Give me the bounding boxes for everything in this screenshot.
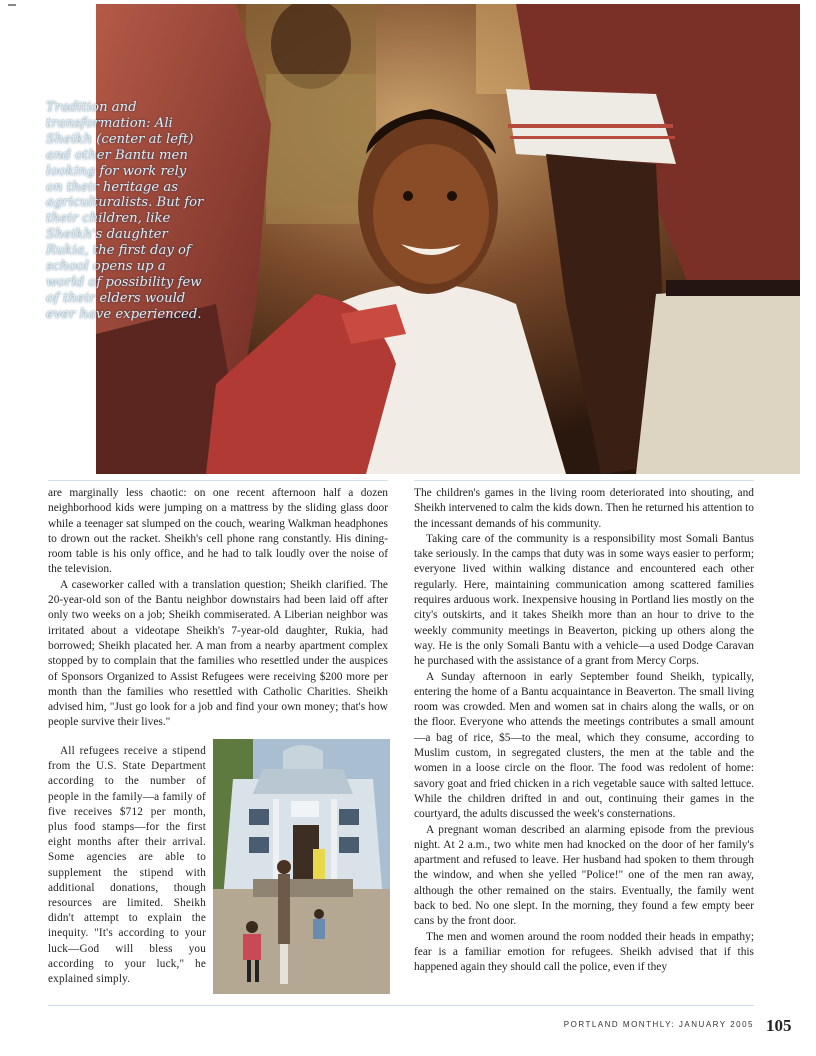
paragraph: A pregnant woman described an alarming episode from the previous night. At 2 a.m., two white men had knocked on the door of her family's apartment and refused to leave. Her husband had spoken to them through the window, and when she yelled "Police!" one of the men ran away, although the other remained on the stairs. Eventually, the family went back to bed. No one slept. In the morning, they found a few empty beer cans by the front door. (414, 823, 754, 928)
running-footer: PORTLAND MONTHLY: JANUARY 2005 (563, 1020, 754, 1029)
paragraph: The children's games in the living room deteriorated into shouting, and Sheikh intervened to calm the kids down. Then he returned his attention to the incessant demands of his community. (414, 487, 754, 530)
paragraph: A Sunday afternoon in early September found Sheikh, typically, entering the home of a Bantu acquaintance in Beaverton. The small living room was crowded. Men and women sat in chairs along the walls, or on the floor. Everyone who attends the meetings contributes a small amount—a bag of rice, $5—to the meal, which they consume, according to Muslim custom, in segregated clusters, the men at the table and the women in a loose circle on the floor. The food was redolent of home: savory goat and fried chicken in a rich vegetable sauce with salted lettuce. While the children drifted in and out, continuing their games in the courtyard, the adults discussed the week's consternations. (414, 670, 754, 821)
page-number: 105 (766, 1016, 792, 1035)
paragraph: Taking care of the community is a responsibility most Somali Bantus take seriously. In the camps that duty was in some ways easier to perform; everyone lived within walking distance and encountered each other regularly. Here, maintaining communication among scattered families requires arduous work. Inexpensive housing in Portland lies mostly on the city's outskirts, and it takes Sheikh more than an hour to drive to the weekly community meetings in Beaverton, picking up others along the way. He is the only Somali Bantu with a vehicle—a used Dodge Caravan he purchased with the assistance of a grant from Mercy Corps. (414, 532, 754, 668)
paragraph: A caseworker called with a translation question; Sheikh clarified. The 20-year-old son of the Bantu neighbor downstairs had been laid off after only two weeks on a job; Sheikh commiserated. A Liberian neighbor was irritated about a videotape Sheikh's 7-year-old daughter, Rukia, had borrowed; Sheikh placated her. A man from a nearby apartment complex stopped by to complain that the families who resettled under the auspices of Sponsors Organized to Assist Refugees were receiving $200 more per month than the families who resettled with Catholic Charities. Sheikh advised him, "Just go look for a job and find your own money; that's how people survive their lives." (48, 578, 388, 729)
school-photo (213, 739, 390, 994)
right-column (414, 486, 754, 976)
left-column (48, 486, 388, 731)
paragraph: are marginally less chaotic: on one recent afternoon half a dozen neighborhood kids were jumping on a mattress by the sliding glass door while a teenager sat slumped on the couch, wearing Walkman headphones to drown out the racket. Sheikh's cell phone rang constantly. His dining-room table is his only office, and he had to talk loudly over the noise of the television. (48, 487, 388, 576)
footer-rule (48, 1005, 754, 1006)
paragraph: All refugees receive a stipend from the U.S. State Department according to the number of people in the family—a family of five receives $712 per month, plus food stamps—for the first eight months after their arrival. Some agencies are able to supplement the stipend with additional donations, though resources are limited. Sheikh didn't attempt to explain the inequity. "It's according to your luck—God will bless you according to your luck," he explained simply. (48, 745, 206, 986)
photo-caption: Tradition and transformation: Ali Sheikh (center at left) and other Bantu men looking for work rely on their heritage as agriculturalists. But for their children, like Sheikh's daughter Rukia, the first day of school opens up a world of possibility few of their elders would ever have experienced. (46, 100, 204, 322)
paragraph: The men and women around the room nodded their heads in empathy; fear is a familiar emotion for refugees. Sheikh advised that if this happened again they should call the police, even if they (414, 930, 754, 974)
column-rule (414, 480, 754, 481)
column-rule (48, 480, 388, 481)
corner-mark (8, 4, 16, 6)
left-narrow-column (48, 744, 206, 987)
